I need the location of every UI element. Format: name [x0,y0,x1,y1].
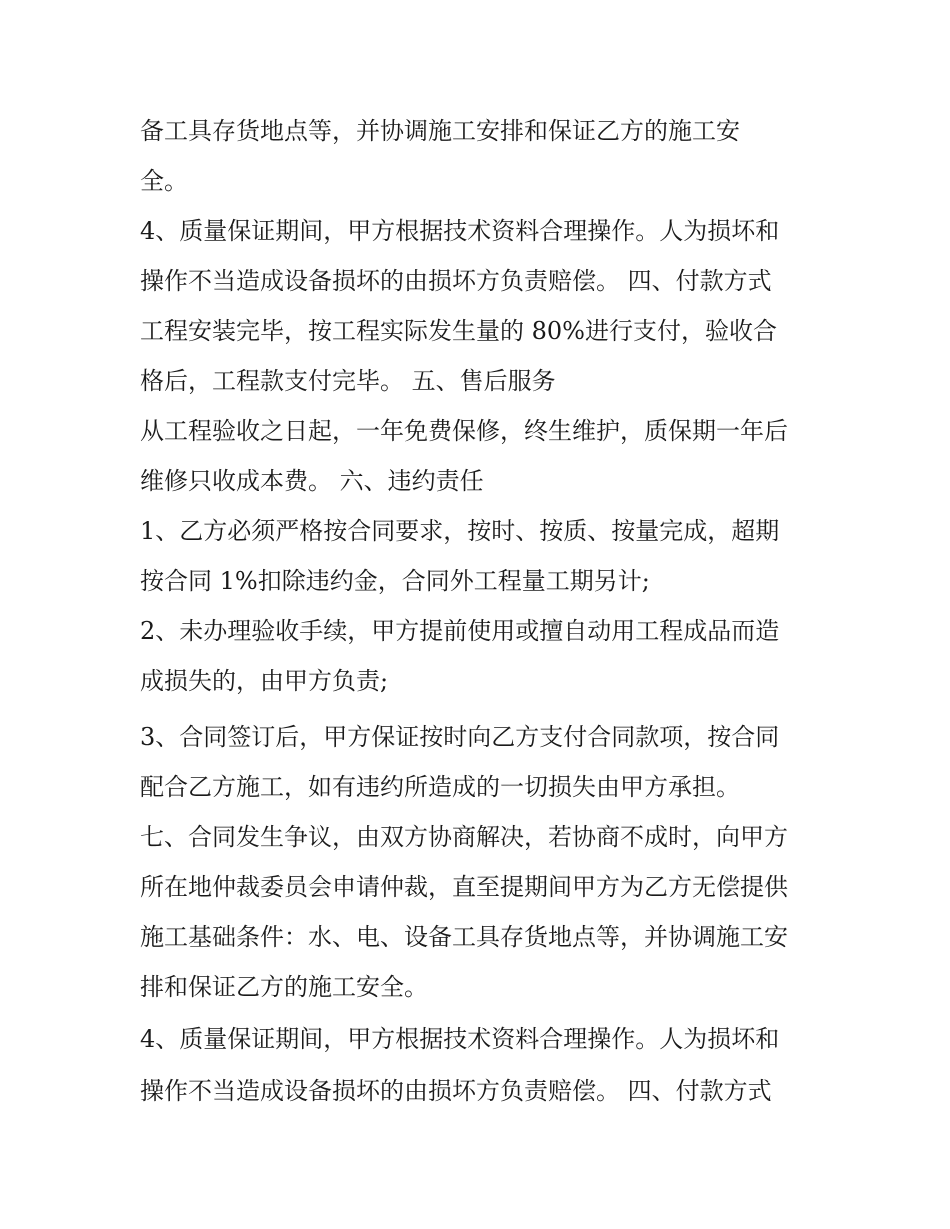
text-line: 2、未办理验收手续，甲方提前使用或擅自动用工程成品而造 [140,617,780,645]
text-line: 七、合同发生争议，由双方协商解决，若协商不成时，向甲方 [140,823,788,851]
text-line: 按合同 1%扣除违约金，合同外工程量工期另计; [140,567,650,595]
text-line: 全。 [140,167,188,195]
text-line: 工程安装完毕，按工程实际发生量的 80%进行支付，验收合 [140,317,777,345]
text-line: 配合乙方施工，如有违约所造成的一切损失由甲方承担。 [140,773,740,801]
text-line: 3、合同签订后，甲方保证按时向乙方支付合同款项，按合同 [140,723,780,751]
text-line: 4、质量保证期间，甲方根据技术资料合理操作。人为损坏和 [140,1025,780,1053]
text-line: 排和保证乙方的施工安全。 [140,973,428,1001]
text-line: 4、质量保证期间，甲方根据技术资料合理操作。人为损坏和 [140,217,780,245]
text-line: 成损失的，由甲方负责; [140,667,389,695]
text-line: 从工程验收之日起，一年免费保修，终生维护，质保期一年后 [140,417,788,445]
text-line: 操作不当造成设备损坏的由损坏方负责赔偿。 四、付款方式 [140,267,772,295]
text-line: 备工具存货地点等，并协调施工安排和保证乙方的施工安 [140,117,740,145]
text-line: 维修只收成本费。 六、违约责任 [140,467,484,495]
text-line: 施工基础条件：水、电、设备工具存货地点等，并协调施工安 [140,923,788,951]
text-line: 1、乙方必须严格按合同要求，按时、按质、按量完成，超期 [140,517,780,545]
text-line: 操作不当造成设备损坏的由损坏方负责赔偿。 四、付款方式 [140,1077,772,1105]
text-line: 格后，工程款支付完毕。 五、售后服务 [140,367,556,395]
text-line: 所在地仲裁委员会申请仲裁，直至提期间甲方为乙方无偿提供 [140,873,788,901]
